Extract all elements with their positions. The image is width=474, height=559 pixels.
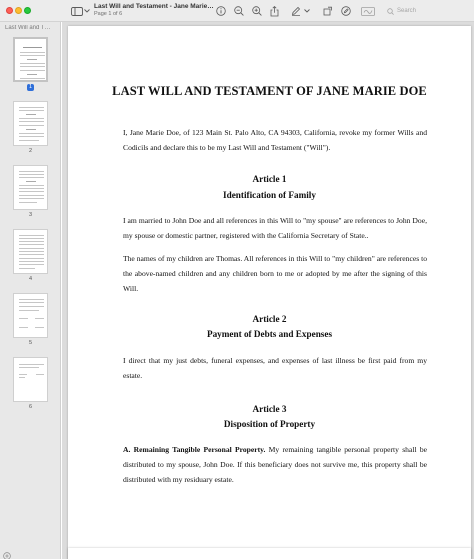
zoom-out-icon[interactable] <box>234 4 244 18</box>
article-1-paragraph-2: The names of my children are Thomas. All references in this Will to "my children" are references to the above-named children and any children born to me or adopted by me after the signing of this Will. <box>123 254 427 293</box>
search-icon <box>387 2 394 20</box>
article-3-paragraph-1 <box>123 442 427 487</box>
page-number-3: 3 <box>28 212 33 218</box>
window-toolbar <box>0 0 474 22</box>
document-page <box>68 26 471 559</box>
article-1-heading: Article 1 <box>252 174 287 184</box>
article-3-paragraph-lead: A. Remaining Tangible Personal Property. <box>123 445 266 454</box>
article-3-paragraph-body: My remaining tangible personal property shall be distributed to my spouse, John Doe. If this beneficiary does not survive me, this property shall be distributed with my residuary estate. <box>123 445 427 484</box>
chevron-down-icon[interactable] <box>84 4 90 18</box>
article-1-subheading: Identification of Family <box>223 190 316 200</box>
zoom-in-icon[interactable] <box>252 4 262 18</box>
maximize-window-button[interactable] <box>24 7 31 14</box>
article-1-paragraph-1: I am married to John Doe and all references in this Will to "my spouse" are references to John Doe, my spouse or domestic partner, registered with the California Secretary of State.. <box>123 216 427 240</box>
sidebar-icon[interactable] <box>71 4 83 18</box>
document-title: Last Will and Testament - Jane Marie… <box>94 3 214 10</box>
search-placeholder: Search <box>397 8 417 14</box>
add-page-icon[interactable] <box>3 547 11 559</box>
markup-pen-icon[interactable] <box>291 4 301 18</box>
page-thumbnail-6[interactable] <box>13 357 48 402</box>
share-icon[interactable] <box>270 4 279 18</box>
next-document-page <box>68 548 471 559</box>
article-2-paragraph-1: I direct that my just debts, funeral expenses, and expenses of last illness be first paid from my estate. <box>123 356 427 380</box>
minimize-window-button[interactable] <box>15 7 22 14</box>
page-thumbnail-4[interactable] <box>13 229 48 274</box>
chevron-down-icon[interactable] <box>304 4 310 18</box>
page-number-5: 5 <box>28 340 33 346</box>
info-icon[interactable] <box>216 4 226 18</box>
annotate-icon[interactable] <box>341 4 351 18</box>
sidebar-title: Last Will and T… <box>5 25 51 31</box>
intro-paragraph: I, Jane Marie Doe, of 123 Main St. Palo Alto, CA 94303, California, revoke my former Wills and Codicils and declare this to be my Last Will and Testament ("Will"). <box>123 128 427 152</box>
page-count-label: Page 1 of 6 <box>94 11 123 17</box>
article-2-subheading: Payment of Debts and Expenses <box>206 329 333 339</box>
page-thumbnail-5[interactable] <box>13 293 48 338</box>
thumbnail-sidebar <box>0 22 61 559</box>
search-field[interactable] <box>384 5 468 17</box>
article-2-heading: Article 2 <box>252 314 287 324</box>
document-viewer[interactable] <box>62 22 474 559</box>
page-number-4: 4 <box>28 276 33 282</box>
article-3-heading: Article 3 <box>252 404 287 414</box>
rotate-icon[interactable] <box>323 4 333 18</box>
signature-icon[interactable] <box>361 4 375 18</box>
page-thumbnail-2[interactable] <box>13 101 48 146</box>
article-3-subheading: Disposition of Property <box>223 419 316 429</box>
page-number-1: 1 <box>28 84 33 90</box>
page-number-6: 6 <box>28 404 33 410</box>
document-heading: LAST WILL AND TESTAMENT OF JANE MARIE DOE <box>112 84 427 98</box>
page-thumbnail-3[interactable] <box>13 165 48 210</box>
page-number-2: 2 <box>28 148 33 154</box>
close-window-button[interactable] <box>6 7 13 14</box>
page-thumbnail-1[interactable] <box>13 37 48 82</box>
